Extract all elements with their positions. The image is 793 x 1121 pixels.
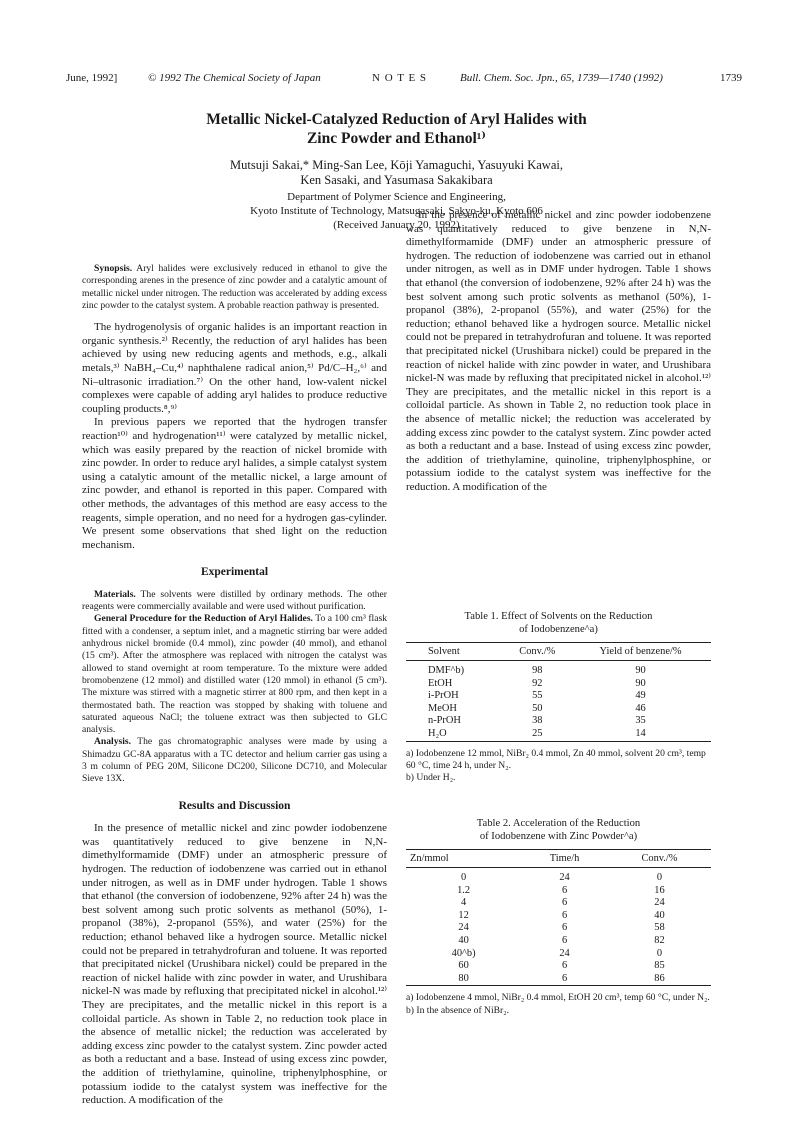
table-cell: DMF^b)	[428, 665, 465, 676]
intro-paragraph-2: In previous papers we reported that the hydrogen transfer reaction¹⁰⁾ and hydrogenation¹¹⁾ were catalyzed by metallic nickel, which was easily prepared by the reaction of nickel bromide with zinc powder. In order to reduce aryl halides, a simple catalyst system using a catalytic amount of the metallic nickel, a large amount of zinc powder, and ethanol is reported in this paper. Compared with other methods, the advantages of this method are easy access to the reagents, simple operation, and no need for a hydrogen gas-cylinder. We present some observations that shed light on the reduction mechanism.	[82, 416, 387, 551]
table-1-caption	[406, 610, 711, 636]
table-cell: 82	[654, 934, 665, 946]
table-cell: EtOH	[428, 677, 453, 689]
article-title	[100, 110, 693, 148]
table-header-cell: Zn/mmol	[406, 850, 521, 868]
analysis-text: The gas chromatographic analyses were made by using a Shimadzu GC-8A apparatus with a TC detector and helium carrier gas using a 3 m column of PEG 20M, Silicone DC200, Silicone DC710, and Molecular Sieve 13X.	[82, 736, 387, 785]
table-1-note-b: b) Under H₂.	[406, 772, 456, 784]
synopsis-label: Synopsis.	[94, 263, 133, 274]
table-cell: 90	[635, 677, 646, 689]
table-row	[406, 910, 711, 923]
table-cell: i-PrOH	[428, 690, 459, 702]
table-2	[406, 817, 711, 1017]
table-cell: 90	[635, 665, 646, 676]
table-cell: 46	[635, 702, 646, 714]
header-section: N O T E S	[372, 72, 428, 84]
table-cell: 80	[406, 973, 521, 986]
table-cell: 6	[561, 909, 568, 921]
table-1	[406, 610, 711, 785]
affiliation-department: Department of Polymer Science and Engineering,	[287, 191, 506, 203]
table-row	[406, 948, 711, 961]
table-row	[406, 885, 711, 898]
table-header-cell: Yield of benzene/%	[570, 643, 711, 661]
table-row	[406, 973, 711, 986]
results-paragraph-start: In the presence of metallic nickel and zinc powder iodobenzene was quantitatively reduced to give benzene in N,N-dimethylformamide (DMF) under an atmospheric pressure of hydrogen. The reduction of iodobenzene was carried out in ethanol under nitrogen, as well as in DMF under hydrogen. Table 1 shows that ethanol (the conversion of iodobenzene, 92% after 24 h) was the best solvent among such protic solvents as methanol (50%), 1-propanol (38%), 2-propanol (55%), and water (25%) for the reduction; ethanol behaved like a hydrogen source. Metallic nickel could not be prepared in tetrahydrofuran and toluene. It was reported that precipitated nickel (Urushibara nickel) could be prepared in the reaction of nickel halide with zinc powder in water, and Urushibara nickel-N was made by refluxing that precipitated nickel in alcohol.¹²⁾ They are precipitates, and the metallic nickel in this report is a colloidal particle. As shown in Table 2, no reduction took place in the absence of metallic nickel; the reduction was accelerated by adding excess zinc powder to the catalyst system. Zinc powder acted as both a reductant and a base. Instead of using excess zinc powder, the addition of triethylamine, quinoline, triphenylphosphine, or potassium iodide to the catalyst system was ineffective for the reduction. A modification of the	[82, 822, 387, 1107]
authors-line-1: Mutsuji Sakai,* Ming-San Lee, Kōji Yamaguchi, Yasuyuki Kawai,	[230, 158, 563, 172]
table-2-caption	[406, 817, 711, 843]
table-row	[406, 715, 711, 728]
title-line-2: Zinc Powder and Ethanol¹⁾	[306, 130, 487, 147]
table-cell: 6	[561, 934, 568, 946]
table-cell: 58	[654, 922, 665, 934]
table-cell: 6	[561, 884, 568, 896]
left-column	[82, 263, 387, 1107]
table-row	[406, 868, 711, 885]
table-cell: 60	[458, 960, 469, 972]
received-date: (Received January 20, 1992)	[333, 219, 460, 231]
table-header-cell: Solvent	[406, 643, 504, 661]
table-1-caption-line-2: of Iodobenzene^a)	[519, 624, 598, 635]
materials-label: Materials.	[94, 588, 136, 600]
analysis-paragraph	[82, 736, 387, 785]
authors-line-2: Ken Sasaki, and Yasumasa Sakakibara	[300, 173, 493, 187]
table-2-caption-line-1: Table 2. Acceleration of the Reduction	[476, 818, 641, 829]
header-page-number: 1739	[720, 72, 742, 84]
table-cell: 0	[656, 872, 663, 883]
table-cell: 49	[635, 690, 646, 702]
author-list	[100, 158, 693, 188]
table-cell: 40	[654, 909, 665, 921]
table-row	[406, 690, 711, 703]
table-cell: 24	[559, 872, 570, 883]
materials-text: The solvents were distilled by ordinary methods. The other reagents were commercially available and were used without purification.	[82, 588, 387, 613]
table-cell: 4	[460, 897, 467, 909]
procedure-paragraph	[82, 613, 387, 736]
table-cell: 6	[521, 973, 608, 986]
table-cell: 12	[458, 909, 469, 921]
table-row	[406, 922, 711, 935]
table-1-notes	[406, 748, 711, 785]
experimental-heading: Experimental	[200, 566, 269, 579]
table-2-note: a) Iodobenzene 4 mmol, NiBr₂ 0.4 mmol, EtOH 20 cm³, temp 60 °C, under N₂. b) In the absence of NiBr₂.	[406, 992, 710, 1016]
results-paragraph-flow: In the presence of metallic nickel and zinc powder iodobenzene was quantitatively reduced to give benzene in N,N-dimethylformamide (DMF) under an atmospheric pressure of hydrogen. The reduction of iodobenzene was carried out in ethanol under nitrogen, as well as in DMF under hydrogen. Table 1 shows that ethanol (the conversion of iodobenzene, 92% after 24 h) was the best solvent among such protic solvents as methanol (50%), 1-propanol (38%), 2-propanol (55%), and water (25%) for the reduction; ethanol behaved like a hydrogen source. Metallic nickel could not be prepared in tetrahydrofuran and toluene. It was reported that precipitated nickel (Urushibara nickel) could be prepared in the reaction of nickel halide with zinc powder in water, and Urushibara nickel-N was made by refluxing that precipitated nickel in alcohol.¹²⁾ They are precipitates, and the metallic nickel in this report is a colloidal particle. As shown in Table 2, no reduction took place in the absence of metallic nickel; the reduction was accelerated by adding excess zinc powder to the catalyst system. Zinc powder acted as both a reductant and a base. Instead of using excess zinc powder, the addition of triethylamine, quinoline, triphenylphosphine, or potassium iodide to the catalyst system was ineffective for the reduction. A modification of the	[406, 209, 711, 493]
table-row	[406, 728, 711, 741]
table-cell: 35	[635, 715, 646, 727]
table-cell: 24	[654, 897, 665, 909]
analysis-label: Analysis.	[94, 736, 132, 748]
table-cell: 85	[654, 960, 665, 972]
table-header-cell: Conv./%	[504, 643, 570, 661]
table-cell: 86	[608, 973, 711, 986]
table-cell: 14	[570, 728, 711, 741]
table-cell: 1.2	[457, 884, 471, 896]
procedure-text: To a 100 cm³ flask fitted with a condenser, a septum inlet, and a magnetic stirring bar were added anhydrous nickel bromide (0.4 mmol), zinc powder (40 mmol), and ethanol (15 cm³). After the atmosphere was replaced with nitrogen the catalyst was allowed to stand overnight at room temperature. To the mixture were added bromobenzene (12 mmol) and distilled water (120 mmol) in ethanol (5 cm³). The mixture was stirred with a magnetic stirrer at 800 rpm, and then kept in a thermostated bath. The reaction was stopped by shaking with toluene and saturated aqueous NaCl; the toluene extract was then subjected to GLC analysis.	[82, 613, 387, 736]
results-heading: Results and Discussion	[178, 799, 291, 812]
title-line-1: Metallic Nickel-Catalyzed Reduction of Aryl Halides with	[206, 111, 587, 128]
table-cell: 55	[532, 690, 543, 702]
table-row	[406, 703, 711, 716]
running-header	[66, 72, 742, 88]
table-cell: n-PrOH	[428, 715, 461, 727]
table-cell: 6	[561, 960, 568, 972]
table-cell: 50	[532, 702, 543, 714]
table-cell: 38	[532, 715, 543, 727]
table-cell: 24	[559, 947, 570, 959]
materials-paragraph	[82, 589, 387, 614]
table-1-grid	[406, 642, 711, 742]
table-row	[406, 661, 711, 678]
affiliation-institute: Kyoto Institute of Technology, Matsugasaki, Sakyo-ku, Kyoto 606	[250, 205, 543, 217]
synopsis-text: Aryl halides were exclusively reduced in ethanol to give the corresponding arenes in the presence of zinc powder and a catalytic amount of metallic nickel under nitrogen. The reduction was accelerated by adding excess zinc powder to the catalyst system. A probable reaction pathway is presented.	[82, 263, 387, 311]
header-copyright: © 1992 The Chemical Society of Japan	[148, 72, 321, 84]
table-cell: 0	[656, 947, 663, 959]
table-cell: 25	[504, 728, 570, 741]
table-cell: MeOH	[428, 702, 457, 714]
synopsis	[82, 263, 387, 312]
procedure-label: General Procedure for the Reduction of Aryl Halides.	[94, 613, 313, 625]
table-row	[406, 897, 711, 910]
table-cell: 98	[532, 665, 543, 676]
table-cell: 40^b)	[451, 947, 476, 959]
table-header-cell: Time/h	[521, 850, 608, 868]
table-cell: 40	[458, 934, 469, 946]
table-row	[406, 935, 711, 948]
header-date: June, 1992]	[66, 72, 118, 84]
table-2-grid	[406, 849, 711, 986]
table-cell: 92	[532, 677, 543, 689]
table-1-note-a: a) Iodobenzene 12 mmol, NiBr₂ 0.4 mmol, Zn 40 mmol, solvent 20 cm³, temp 60 °C, time 24 h, under N₂.	[406, 747, 706, 771]
intro-paragraph-1: The hydrogenolysis of organic halides is an important reaction in organic synthesis.²⁾ Recently, the reduction of aryl halides has been achieved by using new reducing agents and methods, e.g., alkali metals,³⁾ NaBH₄–Cu,⁴⁾ naphthalene radical anion,⁵⁾ Pd/C–H₂,⁶⁾ and Ni–ultrasonic irradiation.⁷⁾ On the other hand, low-valent nickel complexes were capable of adding aryl halides to produce reductive coupling products.⁸,⁹⁾	[82, 321, 387, 415]
table-cell: 6	[561, 922, 568, 934]
table-1-caption-line-1: Table 1. Effect of Solvents on the Reduction	[464, 611, 653, 622]
table-row	[406, 678, 711, 691]
table-cell: 0	[460, 872, 467, 883]
header-citation: Bull. Chem. Soc. Jpn., 65, 1739—1740 (1992)	[460, 72, 663, 84]
right-column-text	[406, 209, 711, 549]
table-cell: 6	[561, 897, 568, 909]
table-2-notes	[406, 992, 711, 1017]
table-2-caption-line-2: of Iodobenzene with Zinc Powder^a)	[479, 831, 638, 842]
table-cell: 16	[654, 884, 665, 896]
results-paragraph-continued	[406, 209, 711, 549]
table-row	[406, 960, 711, 973]
table-header-cell: Conv./%	[608, 850, 711, 868]
table-cell: H₂O	[406, 728, 504, 741]
table-cell: 24	[458, 922, 469, 934]
